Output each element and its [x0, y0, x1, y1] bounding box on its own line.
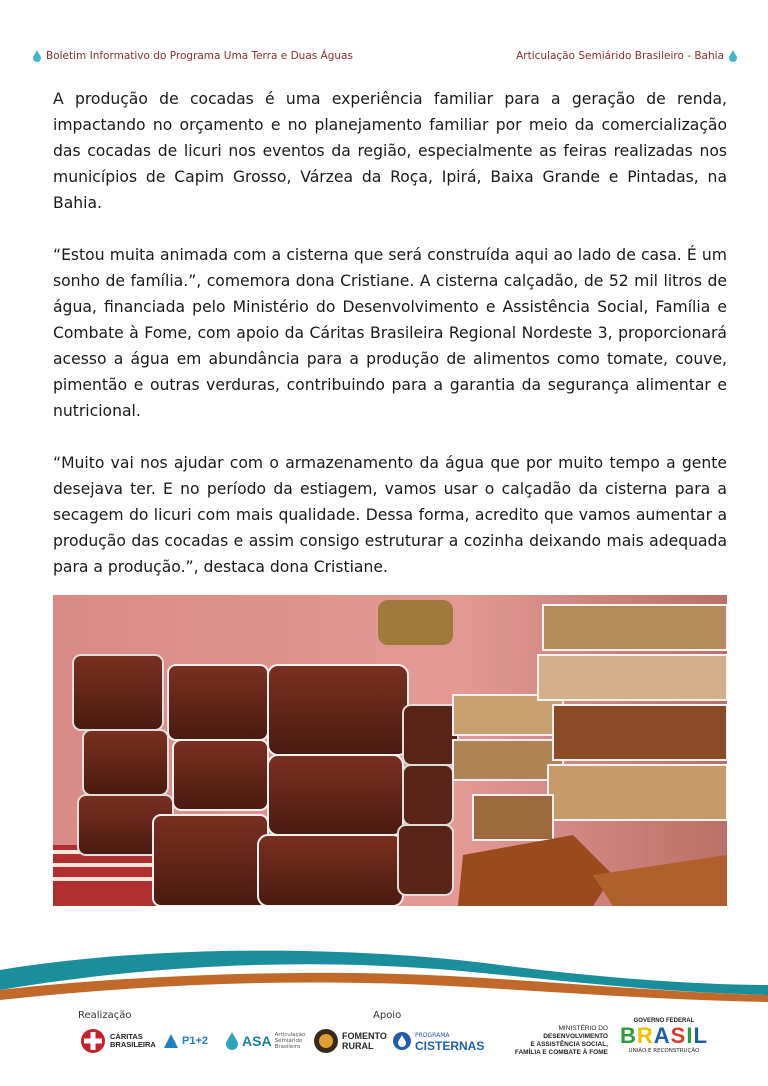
- asa-drop-icon: [224, 1032, 240, 1050]
- brasil-wordmark: BRASIL: [620, 1023, 708, 1048]
- header-right: [516, 50, 738, 62]
- cocadas-photo-illustration: [53, 595, 727, 906]
- realizacao-label: Realização: [78, 1010, 132, 1021]
- p1mais2-text: P1+2: [182, 1035, 208, 1047]
- asa-subtitle: Articulação Semiárido Brasileiro: [274, 1032, 306, 1050]
- fomento-text: FOMENTO: [342, 1031, 387, 1041]
- water-drop-icon: [32, 50, 42, 62]
- rural-text: RURAL: [342, 1041, 374, 1051]
- uniao-reconstrucao-label: UNIÃO E RECONSTRUÇÃO: [628, 1048, 700, 1054]
- water-drop-icon: [728, 50, 738, 62]
- caritas-subname: BRASILEIRA: [110, 1040, 156, 1049]
- cisternas-program-label: PROGRAMA: [415, 1032, 450, 1039]
- cocadas-photo: [53, 595, 727, 906]
- cisternas-icon: [392, 1031, 412, 1051]
- cisternas-text: CISTERNAS: [415, 1039, 485, 1053]
- paragraph: A produção de cocadas é uma experiência familiar para a geração de renda, impactando no orçamento e no planejamento familiar por meio da comercialização das cocadas de licuri nos eventos da região, especialmente as feiras realizadas nos municípios de Capim Grosso, Várzea da Roça, Ipirá, Baixa Grande e Pintadas, na Bahia.: [53, 90, 727, 212]
- paragraph: “Estou muita animada com a cisterna que será construída aqui ao lado de casa. É um sonho de família.”, comemora dona Cristiane. A cisterna calçadão, de 52 mil litros de água, financiada pelo Ministério do Desenvolvimento e Assistência Social, Família e Combate à Fome, com apoio da Cáritas Brasileira Regional Nordeste 3, proporcionará acesso a água em abundância para a produção de alimentos como tomate, couve, pimentão e outras verduras, contribuindo para a garantia da segurança alimentar e nutricional.: [53, 246, 727, 420]
- header-left: [32, 50, 353, 62]
- p1mais2-logo: [162, 1022, 208, 1060]
- fomento-rural-logo: [313, 1022, 387, 1060]
- footer-wave: [0, 940, 768, 1010]
- article-body: [53, 86, 727, 606]
- header-left-text: Boletim Informativo do Programa Uma Terra e Duas Águas: [46, 50, 353, 62]
- paragraph: “Muito vai nos ajudar com o armazenamento da água que por muito tempo a gente desejava ter. E no período da estiagem, vamos usar o calçadão da cisterna para a secagem do licuri com mais qualidade. Dessa forma, acredito que vamos aumentar a produção das cocadas e assim consigo estruturar a cozinha deixando mais adequada para a produção.”, destaca dona Cristiane.: [53, 454, 727, 576]
- programa-cisternas-logo: [392, 1022, 484, 1060]
- header-right-text: Articulação Semiárido Brasileiro - Bahia: [516, 50, 724, 62]
- p1mais2-symbol-icon: [162, 1032, 180, 1050]
- caritas-cross-icon: [80, 1028, 106, 1054]
- caritas-logo: [80, 1022, 156, 1060]
- ministerio-line-3: E ASSISTÊNCIA SOCIAL,: [530, 1041, 608, 1048]
- apoio-label: Apoio: [373, 1010, 402, 1021]
- ministerio-line-2: DESENVOLVIMENTO: [543, 1033, 608, 1040]
- asa-text: ASA: [242, 1033, 272, 1049]
- fomento-rural-emblem-icon: [313, 1028, 339, 1054]
- governo-federal-logo: [620, 1018, 708, 1064]
- ministerio-logo: [498, 1022, 608, 1060]
- asa-logo: [224, 1022, 315, 1060]
- ministerio-line-4: FAMÍLIA E COMBATE À FOME: [514, 1049, 608, 1056]
- ministerio-line-1: MINISTÉRIO DO: [558, 1025, 608, 1032]
- caritas-name: CÁRITAS: [110, 1032, 143, 1041]
- governo-federal-label: GOVERNO FEDERAL: [633, 1018, 695, 1024]
